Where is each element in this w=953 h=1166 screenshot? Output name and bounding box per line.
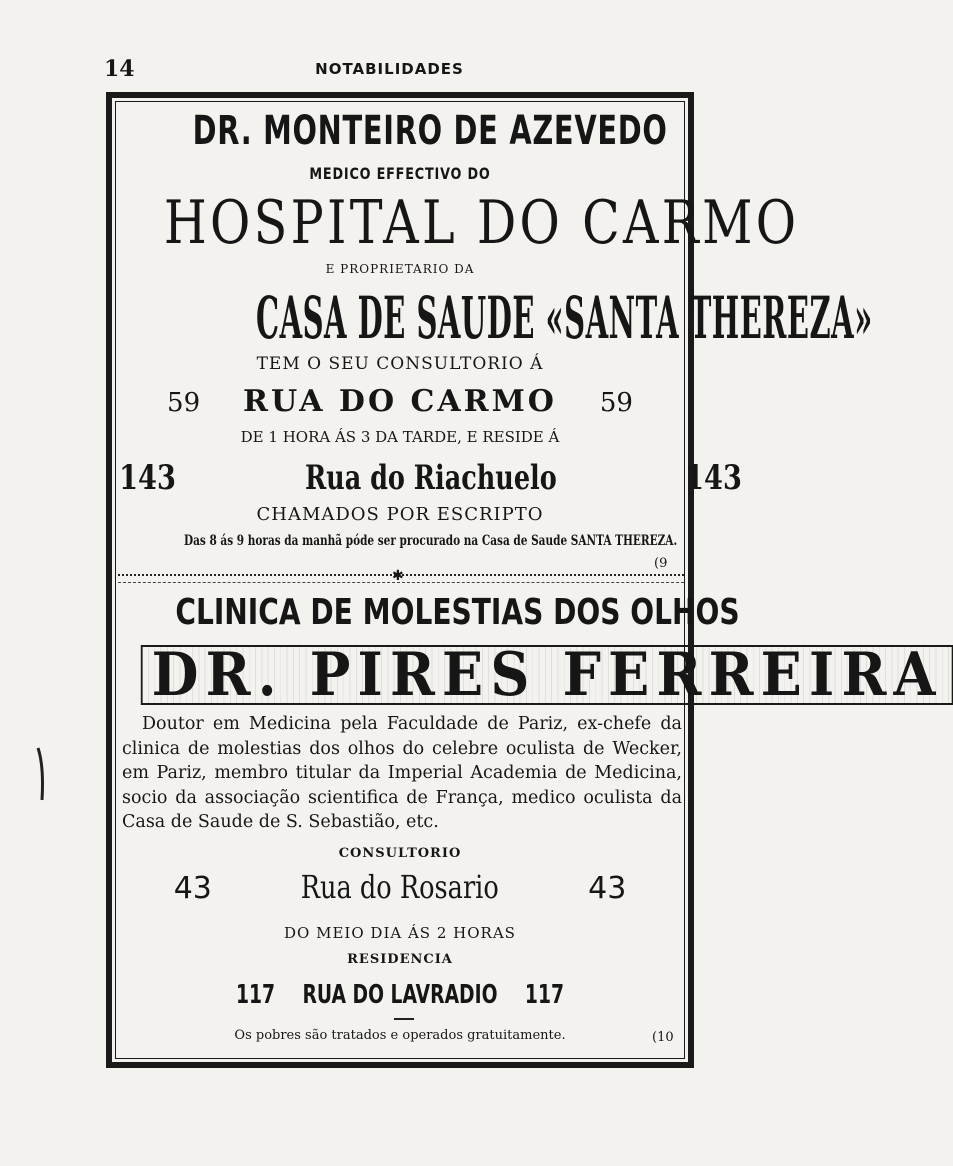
- ad2-address1-street: Rua do Rosario: [300, 868, 500, 906]
- ad1-title: DR. MONTEIRO DE AZEVEDO: [192, 108, 668, 154]
- ad1-address2-number-left: 143: [119, 458, 176, 498]
- ad2-address2-number-right: 117: [524, 980, 565, 1010]
- ad2-doctor-name-wrapper: [141, 640, 943, 710]
- ad1-chamados: CHAMADOS POR ESCRIPTO: [256, 504, 544, 525]
- short-rule: [394, 1018, 414, 1020]
- ad2-address1-number-left: 43: [173, 871, 212, 906]
- ad1-address2-street: Rua do Riachuelo: [304, 458, 557, 498]
- ad2-address1-number-right: 43: [588, 871, 627, 906]
- ad2-description-text: Doutor em Medicina pela Faculdade de Pariz, ex-chefe da clinica de molestias dos olhos do celebre oculista de Wecker, em Pariz, membro titular da Imperial Academia de Medicina, socio da associação scientifica de França, medico oculista da Casa de Saude de S. Sebastião, etc.: [122, 714, 682, 832]
- ad2-reference: (10: [652, 1030, 674, 1045]
- ad1-hours: DE 1 HORA ÁS 3 DA TARDE, E RESIDE Á: [240, 428, 560, 446]
- margin-mark-icon: [36, 746, 46, 802]
- ad2-address-rosario: [112, 868, 688, 906]
- ad2-description: [122, 712, 682, 835]
- ad2-hours: DO MEIO DIA ÁS 2 HORAS: [284, 924, 516, 942]
- ad1-morning-note: Das 8 ás 9 horas da manhã póde ser procurado na Casa de Saude SANTA THEREZA.: [184, 533, 678, 549]
- ad1-reference: (9: [654, 556, 668, 571]
- ad1-proprietario: E PROPRIETARIO DA: [325, 262, 475, 276]
- ad1-address1-number-right: 59: [599, 388, 633, 418]
- ad2-address-lavradio: [193, 980, 608, 1010]
- ad1-casa-de-saude: CASA DE SAUDE «SANTA THEREZA»: [256, 284, 873, 352]
- ad2-residencia-label: RESIDENCIA: [347, 952, 453, 967]
- ad1-consultorio-line: TEM O SEU CONSULTORIO Á: [256, 354, 544, 374]
- ad1-address-riachuelo: [112, 458, 742, 498]
- ad1-address1-number-left: 59: [167, 388, 201, 418]
- ad2-note: Os pobres são tratados e operados gratuitamente.: [234, 1028, 566, 1043]
- ad1-address-carmo: [112, 384, 688, 419]
- ad1-address2-number-right: 143: [685, 458, 742, 498]
- ad1-address1-street: RUA DO CARMO: [243, 384, 557, 419]
- ad1-hospital: HOSPITAL DO CARMO: [163, 188, 800, 258]
- ad2-address2-street: RUA DO LAVRADIO: [302, 980, 498, 1010]
- ad2-consultorio-label: CONSULTORIO: [338, 846, 462, 861]
- ad1-subtitle: MEDICO EFFECTIVO DO: [309, 164, 491, 183]
- ad2-heading: CLINICA DE MOLESTIAS DOS OLHOS: [175, 592, 740, 633]
- ad2-doctor-name: DR. PIRES FERREIRA: [141, 645, 953, 705]
- divider-ornament-icon: ✱: [392, 568, 404, 584]
- page-number: 14: [104, 56, 135, 82]
- running-head: NOTABILIDADES: [315, 60, 464, 78]
- ad2-address2-number-left: 117: [235, 980, 276, 1010]
